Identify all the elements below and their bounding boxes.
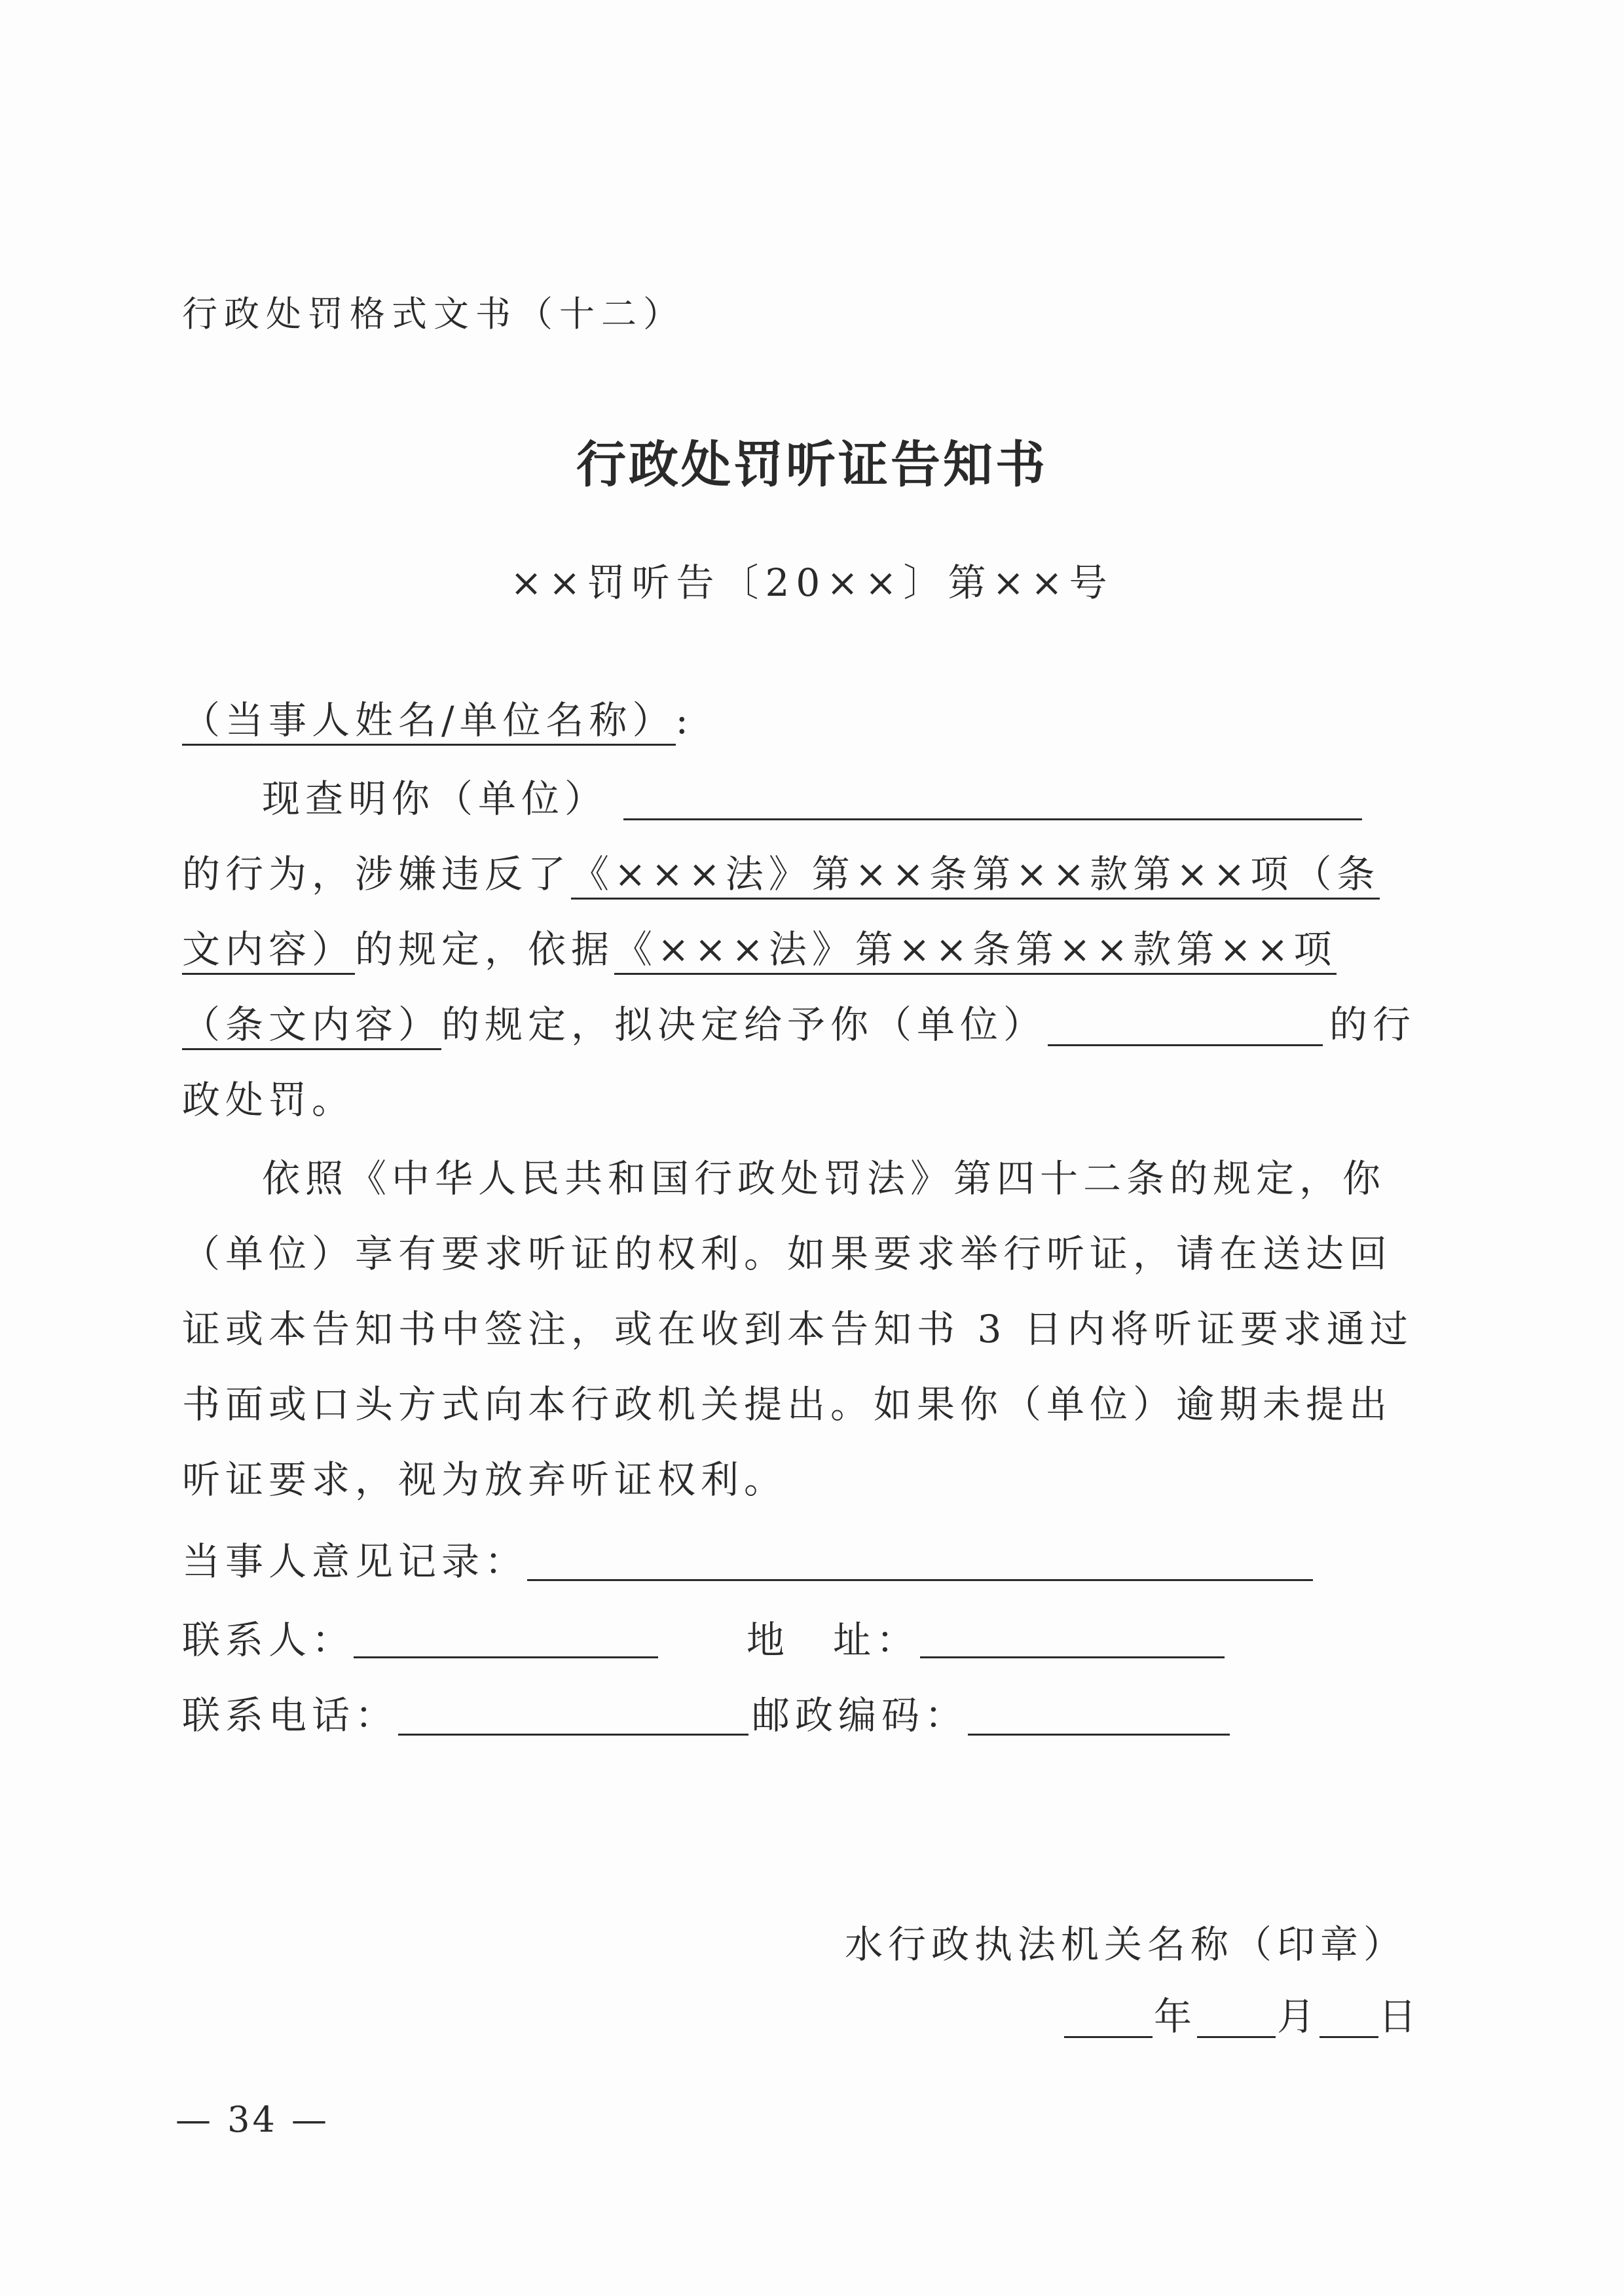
postcode-blank[interactable] (968, 1734, 1230, 1736)
document-number: ××罚听告〔20××〕第××号 (510, 560, 1114, 605)
contact-label: 联系人： (182, 1618, 356, 1662)
year-label: 年 (1154, 1994, 1198, 2039)
document-title: 行政处罚听证告知书 (576, 435, 1048, 494)
p1-line2 (182, 848, 1380, 900)
opinion-label: 当事人意见记录： (182, 1539, 528, 1584)
violated-law-placeholder: 《×××法》第××条第××款第××项（条 (571, 852, 1380, 900)
p1-line2-text: 的行为，涉嫌违反了 (182, 852, 572, 896)
p1-line4-text: 的规定，拟决定给予你（单位） (441, 1002, 1047, 1047)
address-blank[interactable] (920, 1656, 1225, 1658)
year-blank[interactable] (1064, 2036, 1153, 2038)
p1-line4 (182, 998, 1046, 1051)
violation-blank (623, 818, 1362, 820)
penalty-blank (1048, 1044, 1323, 1046)
postcode-label: 邮政编码： (752, 1693, 969, 1738)
p2-line2: （单位）享有要求听证的权利。如果要求举行听证，请在送达回 (182, 1231, 1393, 1276)
form-label: 行政处罚格式文书（十二） (182, 293, 685, 335)
p2-line3: 证或本告知书中签注，或在收到本告知书 3 日内将听证要求通过 (182, 1307, 1413, 1351)
month-blank[interactable] (1197, 2036, 1276, 2038)
day-label: 日 (1378, 1994, 1422, 2039)
month-label: 月 (1277, 1994, 1321, 2039)
party-name-placeholder: （当事人姓名/单位名称） (182, 698, 676, 746)
p2-line1: 依照《中华人民共和国行政处罚法》第四十二条的规定，你 (262, 1156, 1386, 1201)
day-blank[interactable] (1320, 2036, 1378, 2038)
issuing-authority: 水行政执法机关名称（印章） (845, 1922, 1407, 1967)
phone-blank[interactable] (398, 1734, 748, 1736)
violated-article-content-placeholder: 文内容） (182, 927, 355, 975)
address-label: 地 址： (747, 1618, 920, 1662)
p1-line1: 现查明你（单位） (262, 776, 608, 821)
p1-line3-text: 的规定，依据 (355, 927, 615, 972)
party-colon: : (675, 698, 694, 742)
phone-label: 联系电话： (182, 1693, 399, 1738)
p1-line4-end: 的行 (1329, 1002, 1416, 1047)
basis-law-placeholder: 《×××法》第××条第××款第××项 (614, 927, 1337, 975)
basis-article-content-placeholder: （条文内容） (182, 1002, 441, 1050)
p1-line3 (182, 923, 1337, 975)
p1-line5: 政处罚。 (182, 1078, 356, 1122)
page-number: — 34 — (175, 2099, 330, 2140)
opinion-blank[interactable] (527, 1579, 1313, 1581)
p2-line4: 书面或口头方式向本行政机关提出。如果你（单位）逾期未提出 (182, 1382, 1393, 1427)
addressee-line (182, 694, 693, 746)
p2-line5: 听证要求，视为放弃听证权利。 (182, 1457, 788, 1502)
contact-blank[interactable] (354, 1656, 658, 1658)
